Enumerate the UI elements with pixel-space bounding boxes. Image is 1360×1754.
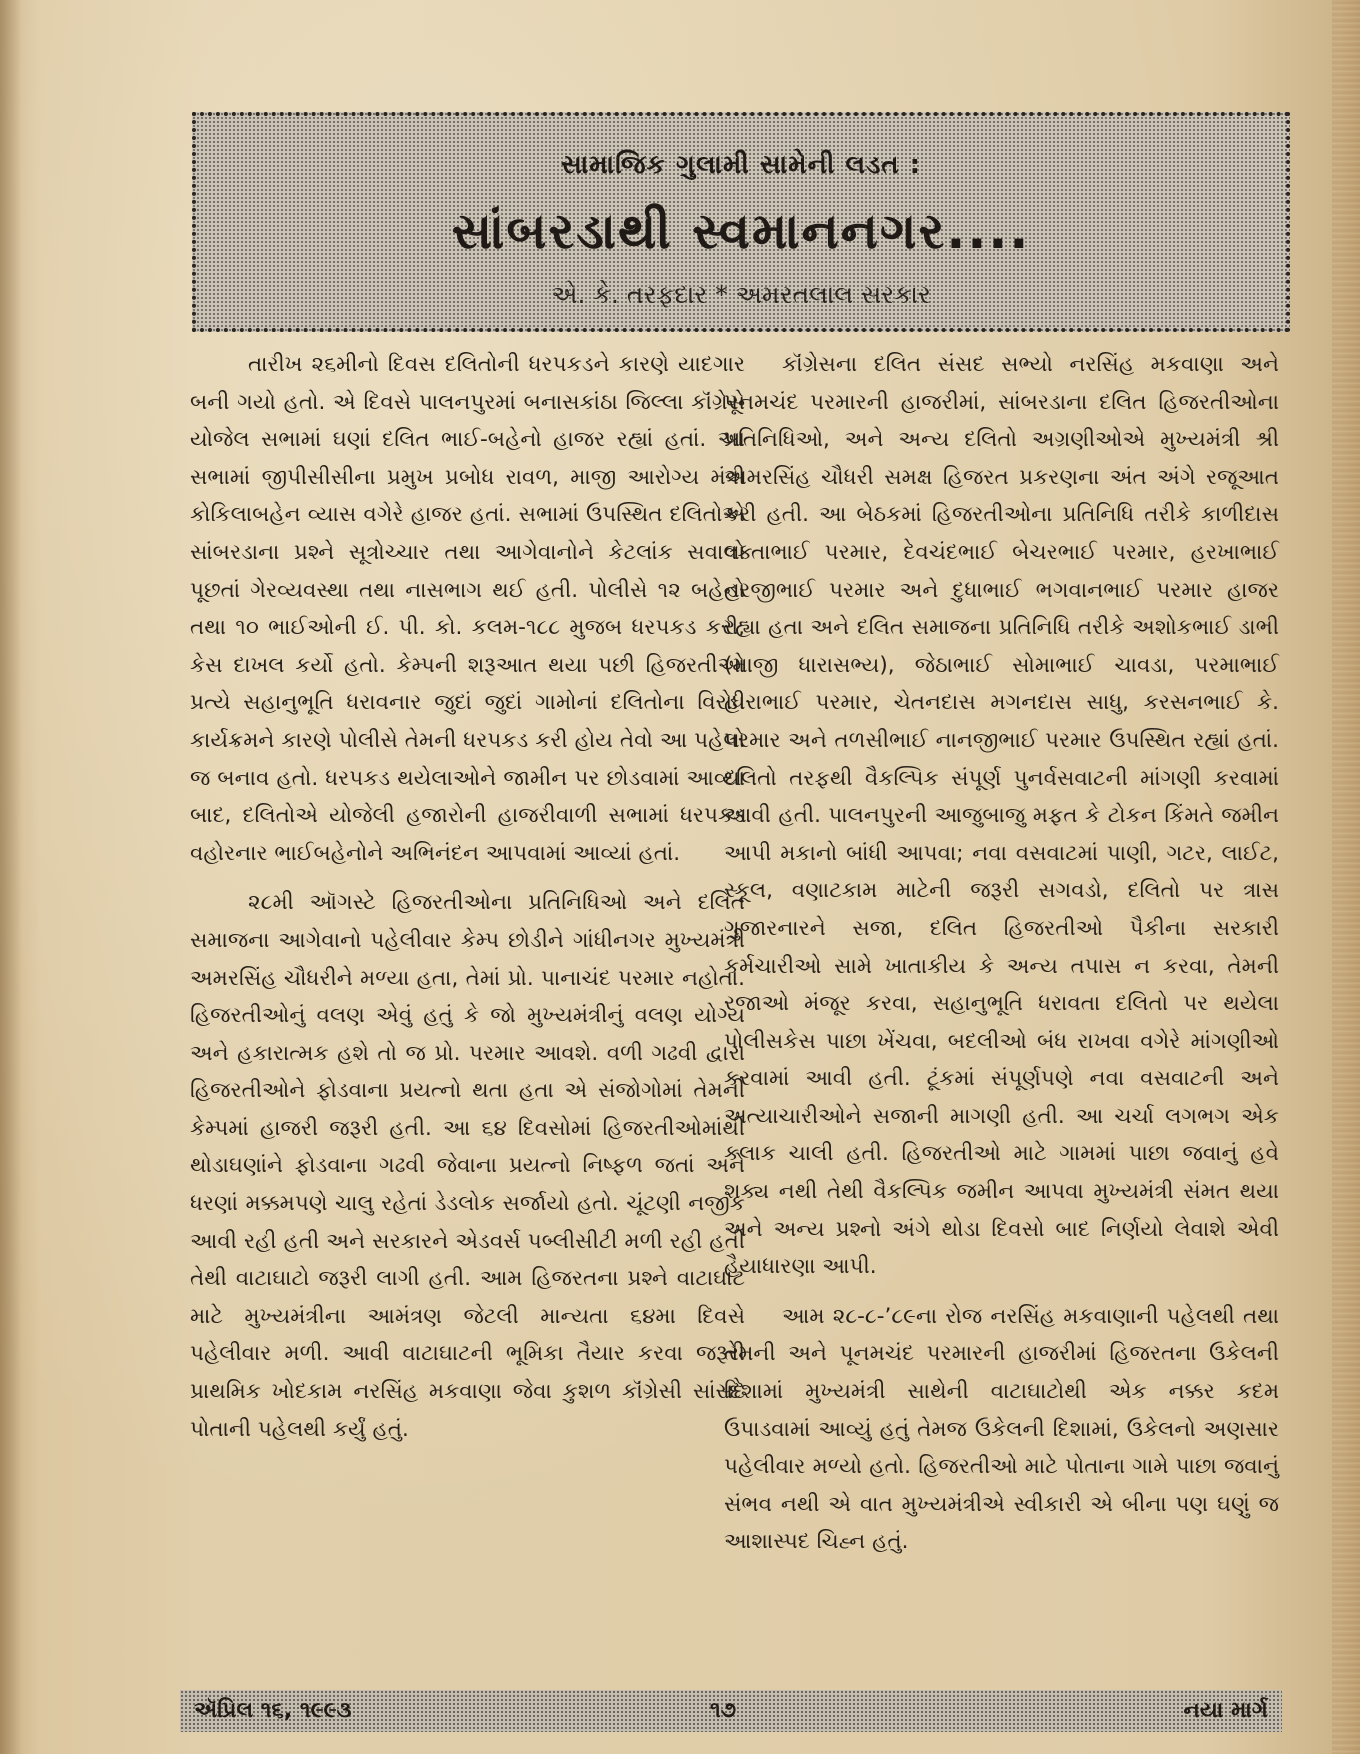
magazine-name: નયા માર્ગ [1183,1698,1268,1723]
left-column [190,346,745,1448]
page-spine-shadow [0,0,22,1754]
paragraph: આમ ૨૮-૮-’૮૯ના રોજ નરસિંહ મકવાણાની પહેલથી તથા તેમની અને પૂનમચંદ પરમારની હાજરીમાં હિજરતના ઉકેલની દિશામાં મુખ્યમંત્રી સાથેની વાટાઘાટોથી એક નક્કર કદમ ઉપાડવામાં આવ્યું હતું તેમજ ઉકેલની દિશામાં, ઉકેલનો અણસાર પહેલીવાર મળ્યો હતો. હિજરતીઓ માટે પોતાના ગામે પાછા જવાનું સંભવ નથી એ વાત મુખ્યમંત્રીએ સ્વીકારી એ બીના પણ ઘણું જ આશાસ્પદ ચિહ્ન હતું. [724,1303,1279,1555]
article-byline: એ. કે. તરફદાર * અમરતલાલ સરકાર [551,280,931,309]
paragraph: કૉંગ્રેસના દલિત સંસદ સભ્યો નરસિંહ મકવાણા અને પૂનમચંદ પરમારની હાજરીમાં, સાંબરડાના દલિત હિજરતીઓના પ્રતિનિધિઓ, અને અન્ય દલિતો અગ્રણીઓએ મુખ્યમંત્રી શ્રી અમરસિંહ ચૌધરી સમક્ષ હિજરત પ્રકરણના અંત અંગે રજૂઆત કરી હતી. આ બેઠકમાં હિજરતીઓના પ્રતિનિધિ તરીકે કાળીદાસ વક્તાભાઈ પરમાર, દેવચંદભાઈ બેચરભાઈ પરમાર, હરખાભાઈ હરજીભાઈ પરમાર અને દુધાભાઈ ભગવાનભાઈ પરમાર હાજર રહ્યા હતા અને દલિત સમાજના પ્રતિનિધિ તરીકે અશોકભાઈ ડાભી (માજી ધારાસભ્ય), જેઠાભાઈ સોમાભાઈ ચાવડા, પરમાભાઈ હીરાભાઈ પરમાર, ચેતનદાસ મગનદાસ સાધુ, કરસનભાઈ કે. પરમાર અને તળસીભાઈ નાનજીભાઈ પરમાર ઉપસ્થિત રહ્યાં હતાં. દલિતો તરફથી વૈકલ્પિક સંપૂર્ણ પુનર્વસવાટની માંગણી કરવામાં આવી હતી. પાલનપુરની આજુબાજુ મફત કે ટોકન કિંમતે જમીન આપી મકાનો બાંધી આપવા; નવા વસવાટમાં પાણી, ગટર, લાઈટ, સ્કૂલ, વણાટકામ માટેની જરૂરી સગવડો, દલિતો પર ત્રાસ ગુજારનારને સજા, દલિત હિજરતીઓ પૈકીના સરકારી કર્મચારીઓ સામે ખાતાકીય કે અન્ય તપાસ ન કરવા, તેમની રજાઓ મંજૂર કરવા, સહાનુભૂતિ ધરાવતા દલિતો પર થયેલા પોલીસકેસ પાછા ખેંચવા, બદલીઓ બંધ રાખવા વગેરે માંગણીઓ કરવામાં આવી હતી. ટૂંકમાં સંપૂર્ણપણે નવા વસવાટની અને અત્યાચારીઓને સજાની માગણી હતી. આ ચર્ચા લગભગ એક કલાક ચાલી હતી. હિજરતીઓ માટે ગામમાં પાછા જવાનું હવે શક્ય નથી તેથી વૈકલ્પિક જમીન આપવા મુખ્યમંત્રી સંમત થયા અને અન્ય પ્રશ્નો અંગે થોડા દિવસો બાદ નિર્ણયો લેવાશે એવી હૈયાધારણા આપી. [724,352,1279,1280]
issue-date: ઍપ્રિલ ૧૬, ૧૯૯૩ [194,1698,352,1723]
article-kicker: સામાજિક ગુલામી સામેની લડત : [560,150,922,180]
right-column [724,346,1279,1561]
title-box [192,112,1290,332]
page-number: ૧૭ [710,1698,737,1723]
paragraph: તારીખ ૨૬મીનો દિવસ દલિતોની ધરપકડને કારણે યાદગાર બની ગયો હતો. એ દિવસે પાલનપુરમાં બનાસકાંઠા જિલ્લા કૉંગ્રેસે યોજેલ સભામાં ઘણાં દલિત ભાઈ-બહેનો હાજર રહ્યાં હતાં. આ સભામાં જીપીસીસીના પ્રમુખ પ્રબોધ રાવળ, માજી આરોગ્ય મંત્રી કોકિલાબહેન વ્યાસ વગેરે હાજર હતાં. સભામાં ઉપસ્થિત દલિતોએ સાંબરડાના પ્રશ્ને સૂત્રોચ્ચાર તથા આગેવાનોને કેટલાંક સવાલો પૂછતાં ગેરવ્યવસ્થા તથા નાસભાગ થઈ હતી. પોલીસે ૧૨ બહેનો તથા ૧૦ ભાઈઓની ઈ. પી. કો. કલમ-૧૮૮ મુજબ ધરપકડ કરી, કેસ દાખલ કર્યો હતો. કેમ્પની શરૂઆત થયા પછી હિજરતીઓ પ્રત્યે સહાનુભૂતિ ધરાવનાર જુદાં જુદાં ગામોનાં દલિતોના વિરોધ કાર્યક્રમને કારણે પોલીસે તેમની ધરપકડ કરી હોય તેવો આ પહેલો જ બનાવ હતો. ધરપકડ થયેલાઓને જામીન પર છોડવામાં આવ્યા બાદ, દલિતોએ યોજેલી હજારોની હાજરીવાળી સભામાં ધરપકડ વહોરનાર ભાઈબહેનોને અભિનંદન આપવામાં આવ્યાં હતાં. [190,352,745,866]
article-headline: સાંબરડાથી સ્વમાનનગર.... [451,202,1031,260]
paragraph: ૨૮મી ઑગસ્ટે હિજરતીઓના પ્રતિનિધિઓ અને દલિત સમાજના આગેવાનો પહેલીવાર કેમ્પ છોડીને ગાંધીનગર મુખ્યમંત્રી અમરસિંહ ચૌધરીને મળ્યા હતા, તેમાં પ્રો. પાનાચંદ પરમાર નહોતા. હિજરતીઓનું વલણ એવું હતું કે જો મુખ્યમંત્રીનું વલણ યોગ્ય અને હકારાત્મક હશે તો જ પ્રો. પરમાર આવશે. વળી ગઢવી દ્વારા હિજરતીઓને ફોડવાના પ્રયત્નો થતા હતા એ સંજોગોમાં તેમની કેમ્પમાં હાજરી જરૂરી હતી. આ ૬૪ દિવસોમાં હિજરતીઓમાંથી થોડાઘણાંને ફોડવાના ગઢવી જેવાના પ્રયત્નો નિષ્ફળ જતાં અને ધરણાં મક્કમપણે ચાલુ રહેતાં ડેડલોક સર્જાયો હતો. ચૂંટણી નજીક આવી રહી હતી અને સરકારને એડવર્સ પબ્લીસીટી મળી રહી હતી તેથી વાટાઘાટો જરૂરી લાગી હતી. આમ હિજરતના પ્રશ્ને વાટાઘાટ માટે મુખ્યમંત્રીના આમંત્રણ જેટલી માન્યતા ૬૪મા દિવસે પહેલીવાર મળી. આવી વાટાઘાટની ભૂમિકા તૈયાર કરવા જરૂરી પ્રાથમિક ખોદકામ નરસિંહ મકવાણા જેવા કુશળ કૉંગ્રેસી સાંસદે પોતાની પહેલથી કર્યું હતું. [190,890,745,1442]
page-footer [180,1690,1282,1732]
page-edge [1332,0,1360,1754]
